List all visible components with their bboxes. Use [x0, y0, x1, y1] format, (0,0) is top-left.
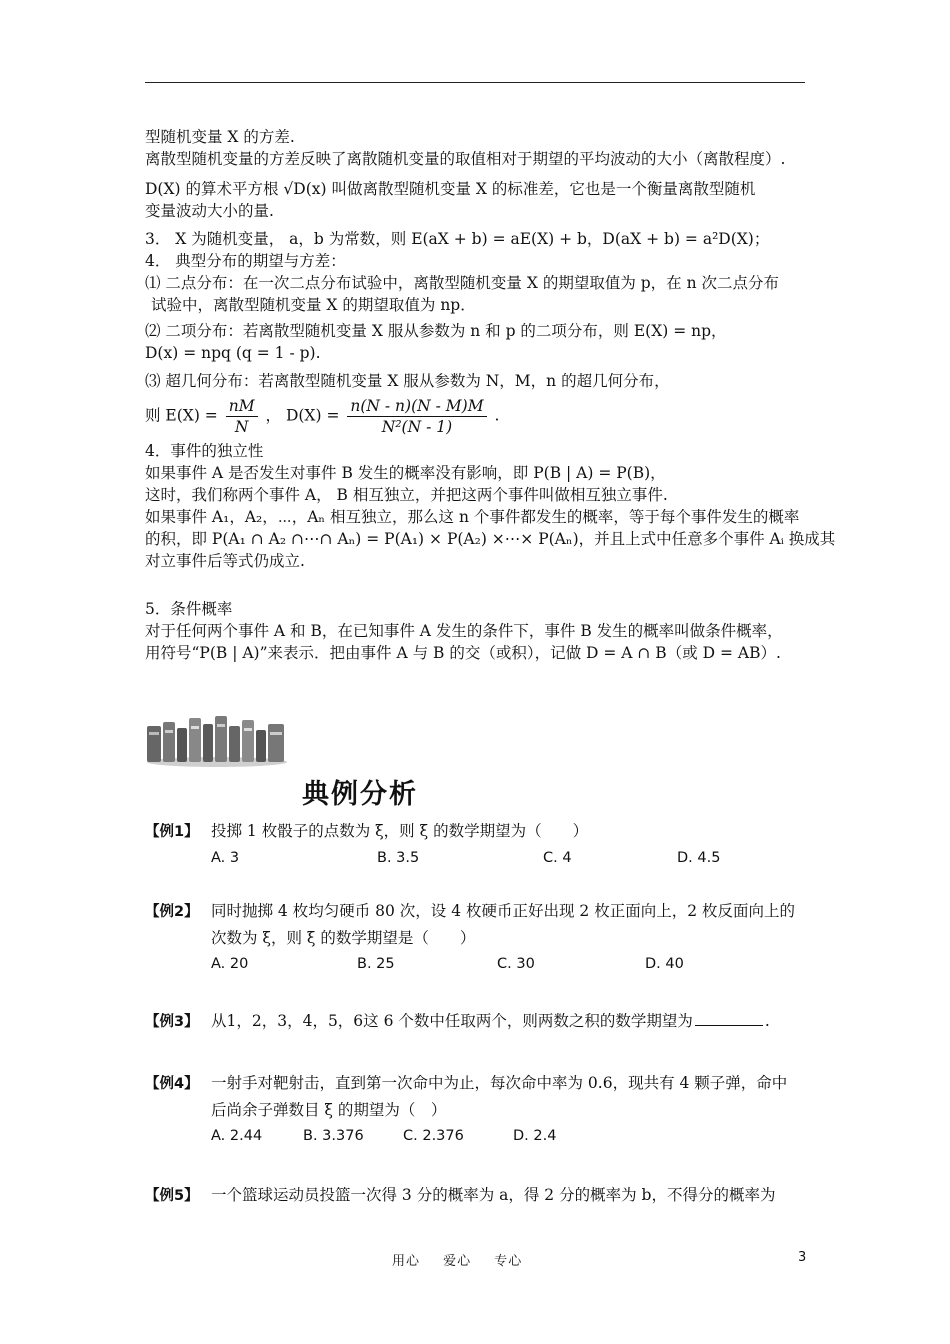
example-3 — [145, 1008, 810, 1035]
formula-text: . — [494, 406, 500, 425]
text-line: 型随机变量 X 的方差. — [145, 128, 295, 146]
text-line: 4． 典型分布的期望与方差： — [145, 252, 346, 270]
text-line: D(x) = npq (q = 1 - p). — [145, 344, 321, 362]
fraction-numerator: n(N - n)(N - M)M — [347, 396, 486, 417]
expectation-rules — [145, 228, 810, 437]
text-line: 对立事件后等式仍成立. — [145, 552, 305, 570]
option-b: B. 3.5 — [377, 850, 420, 866]
example-4 — [145, 1070, 810, 1149]
text-line: 对于任何两个事件 A 和 B，在已知事件 A 发生的条件下，事件 B 发生的概率叫做条件概率， — [145, 622, 783, 640]
section-heading: 5．条件概率 — [145, 600, 233, 618]
hypergeometric-formula — [145, 396, 810, 437]
options-row — [145, 1123, 810, 1149]
fraction-expectation — [226, 396, 258, 437]
books-icon — [145, 712, 290, 768]
example-text: 一个篮球运动员投篮一次得 3 分的概率为 a，得 2 分的概率为 b，不得分的概率为 — [211, 1186, 776, 1204]
example-text: 次数为 ξ，则 ξ 的数学期望是（ ） — [211, 929, 476, 947]
fraction-variance — [347, 396, 486, 437]
options-row — [145, 951, 810, 977]
variance-section — [145, 126, 810, 170]
option-c: C. 30 — [497, 956, 535, 972]
example-5 — [145, 1182, 810, 1209]
example-text: 后尚余子弹数目 ξ 的期望为（ ） — [211, 1101, 447, 1119]
example-tag: 【例2】 — [145, 904, 199, 920]
example-tag: 【例3】 — [145, 1014, 199, 1030]
option-d: D. 4.5 — [677, 850, 721, 866]
text-line: ⑴ 二点分布：在一次二点分布试验中，离散型随机变量 X 的期望取值为 p，在 n 次二点分布 — [145, 274, 780, 292]
text-line: 试验中，离散型随机变量 X 的期望取值为 np． — [151, 296, 476, 314]
text-line: 用符号“P(B | A)”来表示．把由事件 A 与 B 的交（或积），记做 D = A ∩ B（或 D = AB）. — [145, 644, 781, 662]
example-text: 从1，2，3，4，5，6这 6 个数中任取两个，则两数之积的数学期望为 — [211, 1012, 693, 1030]
example-text: 投掷 1 枚骰子的点数为 ξ，则 ξ 的数学期望为（ ） — [211, 822, 589, 840]
option-c: C. 4 — [543, 850, 572, 866]
std-dev-section — [145, 178, 810, 222]
example-1 — [145, 818, 810, 871]
example-2 — [145, 898, 810, 977]
options-row — [145, 845, 810, 871]
text-line: 如果事件 A 是否发生对事件 B 发生的概率没有影响，即 P(B | A) = P(B)， — [145, 464, 666, 482]
text-line: 如果事件 A₁，A₂，⋯，Aₙ 相互独立，那么这 n 个事件都发生的概率，等于每个事件发生的概率 — [145, 508, 800, 526]
option-d: D. 40 — [645, 956, 684, 972]
example-text: 一射手对靶射击，直到第一次命中为止，每次命中率为 0.6，现共有 4 颗子弹，命中 — [211, 1074, 788, 1092]
footer-motto: 用心 爱心 专心 — [392, 1254, 523, 1269]
example-tag: 【例4】 — [145, 1076, 199, 1092]
text-line: 变量波动大小的量. — [145, 202, 274, 220]
option-b: B. 25 — [357, 956, 395, 972]
formula-text: 则 E(X) = — [145, 406, 218, 425]
header-rule — [145, 82, 805, 83]
fraction-numerator: nM — [226, 396, 258, 417]
text-line: 3． X 为随机变量， a，b 为常数，则 E(aX + b) = aE(X) + b，D(aX + b) = a²D(X)； — [145, 230, 770, 248]
example-tag: 【例1】 — [145, 824, 199, 840]
text-line: 离散型随机变量的方差反映了离散随机变量的取值相对于期望的平均波动的大小（离散程度）. — [145, 150, 786, 168]
option-a: A. 20 — [211, 956, 249, 972]
text-line: ⑶ 超几何分布：若离散型随机变量 X 服从参数为 N，M，n 的超几何分布， — [145, 372, 670, 390]
text-line: 的积，即 P(A₁ ∩ A₂ ∩⋯∩ Aₙ) = P(A₁) × P(A₂) ×⋯× P(Aₙ)，并且上式中任意多个事件 Aᵢ 换成其 — [145, 530, 836, 548]
page-number: 3 — [798, 1250, 807, 1265]
conditional-section — [145, 598, 810, 664]
example-tag: 【例5】 — [145, 1188, 199, 1204]
option-d: D. 2.4 — [513, 1128, 557, 1144]
independence-section — [145, 440, 836, 572]
text-line: D(X) 的算术平方根 √D(x) 叫做离散型随机变量 X 的标准差，它也是一个衡量离散型随机 — [145, 180, 756, 198]
option-b: B. 3.376 — [303, 1128, 364, 1144]
option-c: C. 2.376 — [403, 1128, 464, 1144]
answer-blank[interactable] — [695, 1011, 763, 1026]
section-title: 典例分析 — [302, 779, 418, 810]
formula-text: ， D(X) = — [265, 406, 340, 425]
option-a: A. 2.44 — [211, 1128, 263, 1144]
section-heading: 4．事件的独立性 — [145, 442, 264, 460]
example-text: 同时抛掷 4 枚均匀硬币 80 次，设 4 枚硬币正好出现 2 枚正面向上，2 枚反面向上的 — [211, 902, 796, 920]
text-line: ⑵ 二项分布：若离散型随机变量 X 服从参数为 n 和 p 的二项分布，则 E(X) = np， — [145, 322, 727, 340]
example-tail: . — [764, 1012, 770, 1030]
fraction-denominator: N — [234, 418, 249, 436]
fraction-denominator: N²(N - 1) — [381, 418, 453, 436]
option-a: A. 3 — [211, 850, 240, 866]
text-line: 这时，我们称两个事件 A， B 相互独立，并把这两个事件叫做相互独立事件. — [145, 486, 668, 504]
